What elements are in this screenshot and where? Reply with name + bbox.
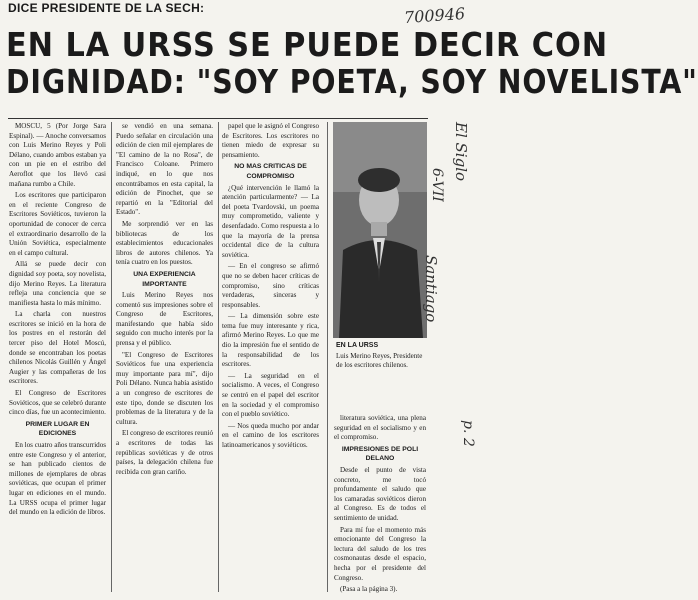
paragraph: Los escritores que participaron en el reciente Congreso de Escritores Soviéticos, tuvieron la oportunidad de conocer de cerca el extraordinario desarrollo de la Unión Soviética, especialmente en el campo cultural. — [9, 191, 106, 257]
paragraph: La charla con nuestros escritores se inició en la hora de los postres en el restorán del tercer piso del Hotel Moscú, donde se encontraban los poetas chilenos Nicolás Guillén y Ángel Augier y las compañeras de los escritores. — [9, 310, 106, 386]
paragraph: Allá se puede decir con dignidad soy poeta, soy novelista, dijo Merino Reyes. La literatura refleja una conciencia que se manifiesta hasta lo más mínimo. — [9, 260, 106, 307]
headline-line-2: DIGNIDAD: "SOY POETA, SOY NOVELISTA" — [6, 62, 698, 101]
paragraph: literatura soviética, una plena seguridad en el socialismo y en el compromiso. — [334, 414, 426, 442]
paragraph: ¿Qué intervención le llamó la atención particularmente? — La del poeta Tvardovski, un poema muy comprometido, valiente y desenfadado. Como respuesta a lo que la mayoría de la prensa occidental dice de la cultura soviética. — [222, 183, 319, 259]
photo-caption-title: EN LA URSS — [336, 342, 379, 349]
headline-line-1: EN LA URSS SE PUEDE DECIR CON — [6, 25, 609, 64]
article-kicker: DICE PRESIDENTE DE LA SECH: — [8, 1, 205, 15]
paragraph: El Congreso de Escritores Soviéticos, que se celebró durante cinco días, fue un acontecimiento. — [9, 389, 106, 417]
paragraph: Desde el punto de vista concreto, me tocó profundamente el saludo que los camaradas soviéticos dieron al Congreso. Es de todos el sentimiento de unidad. — [334, 465, 426, 522]
article-column-3 — [222, 122, 319, 453]
paragraph: Me sorprendió ver en las bibliotecas de los establecimientos educacionales libros de autores chilenos. Ya tenía cuatro en los puestos. — [116, 219, 213, 267]
column-divider-1 — [111, 122, 112, 592]
paragraph: — Nos queda mucho por andar en el camino de los escritores latinoamericanos y soviéticos. — [222, 421, 319, 449]
subheading: NO MAS CRITICAS DE COMPROMISO — [234, 163, 307, 180]
paragraph: En los cuatro años transcurridos entre este Congreso y el anterior, se han publicado cientos de millones de ejemplares de obras soviéticas, que ocupan el primer lugar en ediciones en el mundo. La URSS ocupa el primer lugar del mundo en la edición de libros. — [9, 441, 107, 517]
paragraph: El congreso de escritores reunió a escritores de todas las repúblicas soviéticas y de otros países, la delegación chilena fue recibida con gran cariño. — [116, 429, 214, 476]
paragraph: Para mí fue el momento más emocionante del Congreso la lectura del saludo de los tres cosmonautas desde el espacio, hecha por el presidente del Congreso. — [334, 525, 426, 582]
paragraph: "El Congreso de Escritores Soviéticos fue una experiencia muy importante para mí", dijo Poli Délano. Nunca había asistido a un congreso de escritores de este tipo, donde se discuten los problemas de la literatura y de la cultura. — [116, 350, 213, 426]
photo-caption-body: Luis Merino Reyes, Presidente de los escritores chilenos. — [336, 352, 423, 369]
paragraph: — La dimensión sobre este tema fue muy interesante y rica, afirmó Merino Reyes. Lo que me dio la impresión fue el sentido de la responsabilidad de los escritores. — [222, 312, 319, 369]
article-column-4 — [334, 414, 426, 597]
paragraph: papel que le asignó el Congreso de Escritores. Los escritores no tienen miedo de expresar su pensamiento. — [222, 122, 319, 159]
continuation-note: (Pasa a la página 3). — [340, 585, 398, 594]
handwritten-margin-note: Santiago — [422, 255, 440, 323]
paragraph: — La seguridad en el socialismo. A veces, el Congreso se centró en el papel del escritor en la sociedad y el compromiso con el pueblo soviético. — [222, 371, 319, 419]
article-column-1 — [9, 122, 106, 520]
subheading: PRIMER LUGAR EN EDICIONES — [25, 420, 90, 438]
subheading: IMPRESIONES DE POLI DELANO — [341, 445, 419, 463]
handwritten-archive-number: 700946 — [403, 3, 466, 28]
handwritten-margin-note: 6-VII — [429, 168, 445, 202]
handwritten-margin-note: p. 2 — [460, 420, 476, 447]
subheading: UNA EXPERIENCIA IMPORTANTE — [133, 270, 196, 288]
article-column-2 — [116, 122, 213, 479]
handwritten-margin-note: El Siglo — [452, 122, 470, 182]
column-divider-3 — [327, 122, 328, 592]
column-divider-2 — [218, 122, 219, 592]
portrait-image — [333, 122, 427, 338]
paragraph: Luis Merino Reyes nos comentó sus impresiones sobre el Congreso de Escritores, manifestando que había sido seguido con mucho interés por la prensa y el público. — [116, 291, 213, 348]
paragraph: MOSCU, 5 (Por Jorge Sara Espinal). — Anoche conversamos con Luis Merino Reyes y Poli Délano, cuando ambos estaban ya con un pie en el estribo del Aeroflot que los llevó casi mañana rumbo a Chile. — [9, 122, 106, 188]
paragraph: se vendió en una semana. Puedo señalar en circulación una edición de cien mil ejemplares de "El camino de la no Rosa", de Francisco Coloane. Primero indiqué, en lo que nos encontrábamos en esta capital, la edición de Pinochet, que se repartió en la "Editorial del Estado". — [116, 122, 213, 217]
portrait-photo — [333, 122, 427, 338]
header-rule — [8, 118, 428, 119]
paragraph: — En el congreso se afirmó que no se deben hacer críticas de compromiso, sino críticas verdaderas, sinceras y responsables. — [222, 262, 319, 309]
